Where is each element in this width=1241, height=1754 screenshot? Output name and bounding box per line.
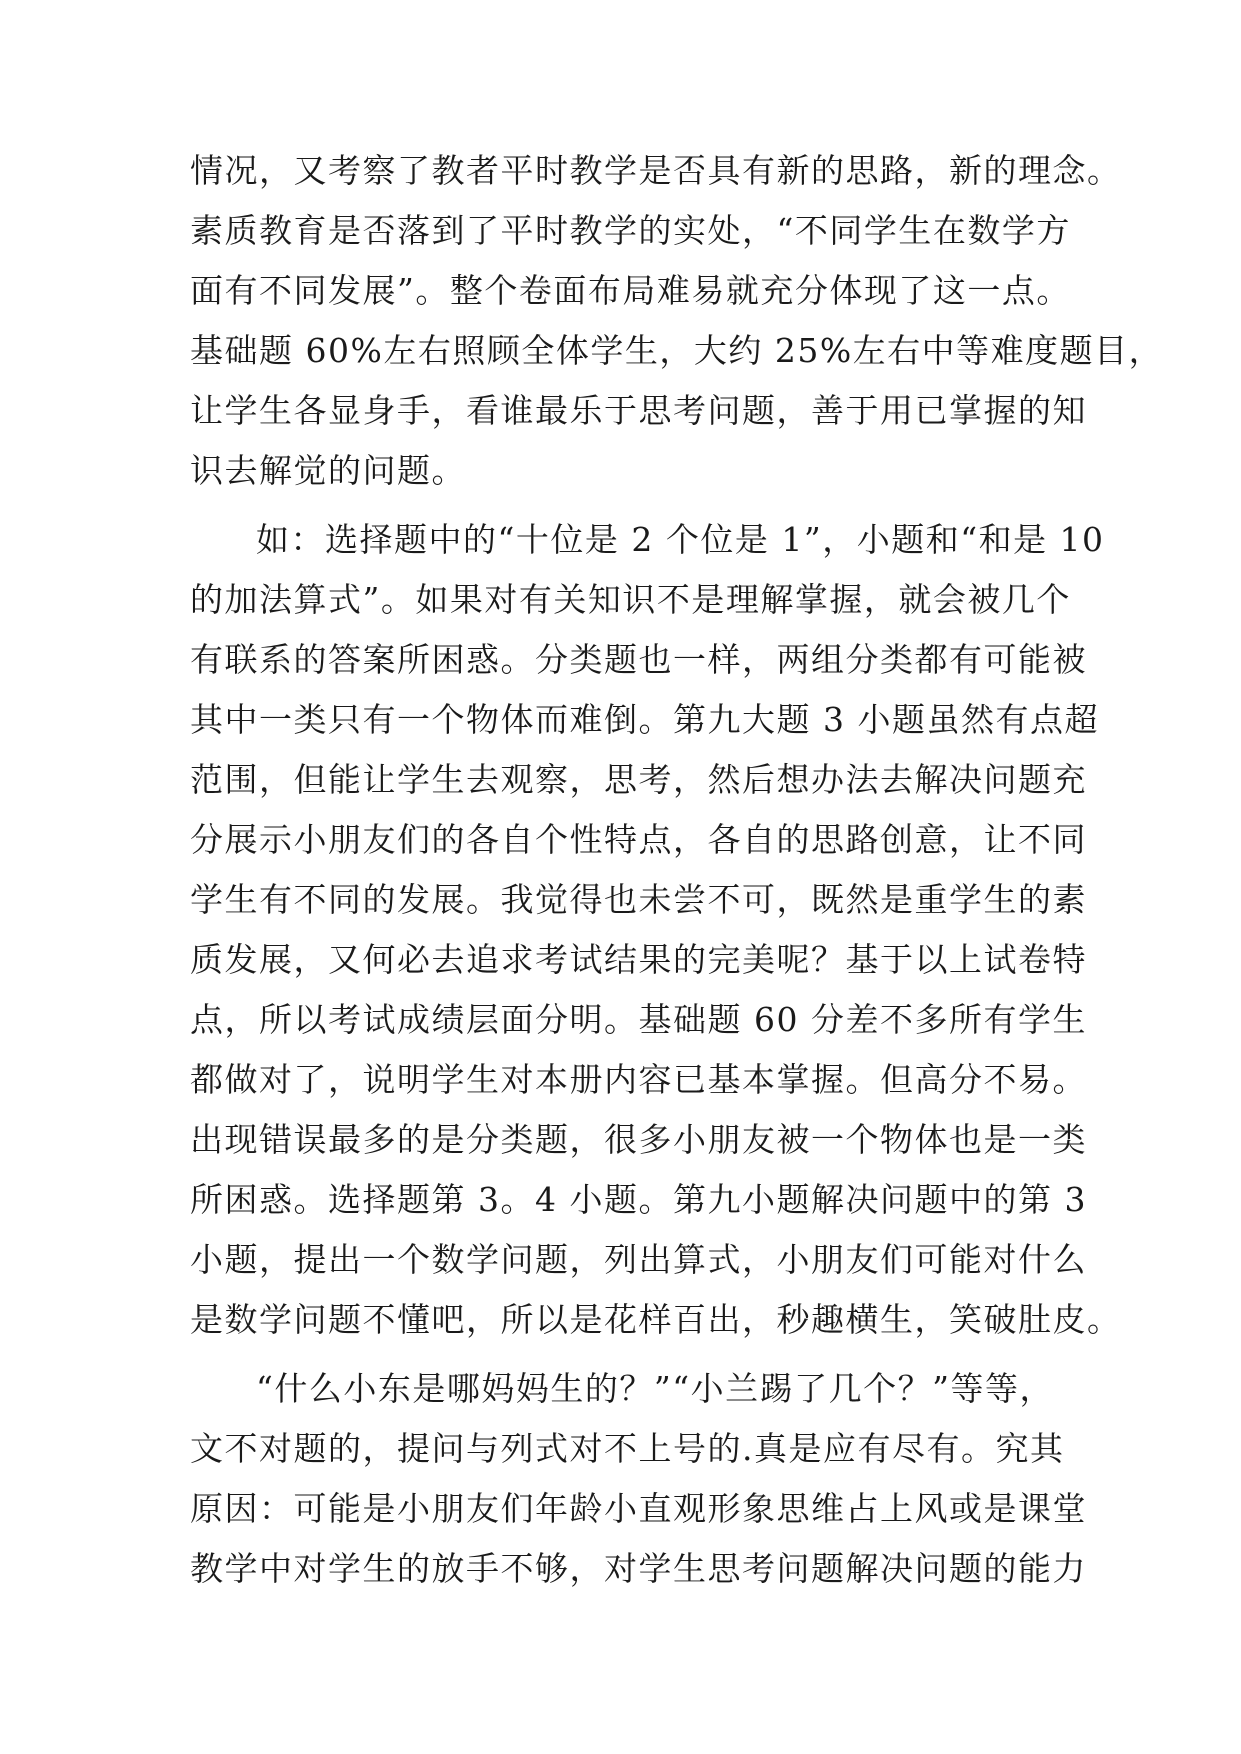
text-line: 学生有不同的发展。我觉得也未尝不可，既然是重学生的素	[190, 880, 1087, 919]
text-line: 都做对了，说明学生对本册内容已基本掌握。但高分不易。	[190, 1060, 1087, 1099]
text-line: 素质教育是否落到了平时教学的实处，“不同学生在数学方	[190, 211, 1071, 250]
text-line: 所困惑。选择题第 3。4 小题。第九小题解决问题中的第 3	[190, 1180, 1087, 1219]
paragraph-3	[190, 1359, 1087, 1599]
text-line: 质发展，又何必去追求考试结果的完美呢？基于以上试卷特	[190, 940, 1087, 979]
paragraph-gap	[190, 501, 1070, 510]
text-line-indented: “什么小东是哪妈妈生的？”“小兰踢了几个？”等等，	[256, 1369, 1054, 1408]
text-line: 基础题 60%左右照顾全体学生，大约 25%左右中等难度题目，	[190, 331, 1164, 370]
paragraph-2	[190, 510, 1122, 1350]
document-body	[190, 141, 1164, 1599]
paragraph-1	[190, 141, 1164, 501]
text-line: 分展示小朋友们的各自个性特点，各自的思路创意，让不同	[190, 820, 1087, 859]
text-line: 原因：可能是小朋友们年龄小直观形象思维占上风或是课堂	[190, 1489, 1087, 1528]
text-line: 范围，但能让学生去观察，思考，然后想办法去解决问题充	[190, 760, 1087, 799]
text-line: 点，所以考试成绩层面分明。基础题 60 分差不多所有学生	[190, 1000, 1087, 1039]
text-line-indented: 如：选择题中的“十位是 2 个位是 1”，小题和“和是 10	[256, 520, 1105, 559]
text-line: 让学生各显身手，看谁最乐于思考问题，善于用已掌握的知	[190, 391, 1087, 430]
paragraph-gap	[190, 1350, 1070, 1359]
text-line: 小题，提出一个数学问题，列出算式，小朋友们可能对什么	[190, 1240, 1087, 1279]
text-line: 情况，又考察了教者平时教学是否具有新的思路，新的理念。	[190, 151, 1122, 190]
text-line: 的加法算式”。如果对有关知识不是理解掌握，就会被几个	[190, 580, 1071, 619]
text-line: 面有不同发展”。整个卷面布局难易就充分体现了这一点。	[190, 271, 1071, 310]
text-line: 有联系的答案所困惑。分类题也一样，两组分类都有可能被	[190, 640, 1087, 679]
text-line: 其中一类只有一个物体而难倒。第九大题 3 小题虽然有点超	[190, 700, 1099, 739]
text-line: 识去解觉的问题。	[190, 451, 466, 490]
text-line: 出现错误最多的是分类题，很多小朋友被一个物体也是一类	[190, 1120, 1087, 1159]
text-line: 是数学问题不懂吧，所以是花样百出，秒趣横生，笑破肚皮。	[190, 1300, 1122, 1339]
text-line: 教学中对学生的放手不够，对学生思考问题解决问题的能力	[190, 1549, 1087, 1588]
text-line: 文不对题的，提问与列式对不上号的.真是应有尽有。究其	[190, 1429, 1065, 1468]
